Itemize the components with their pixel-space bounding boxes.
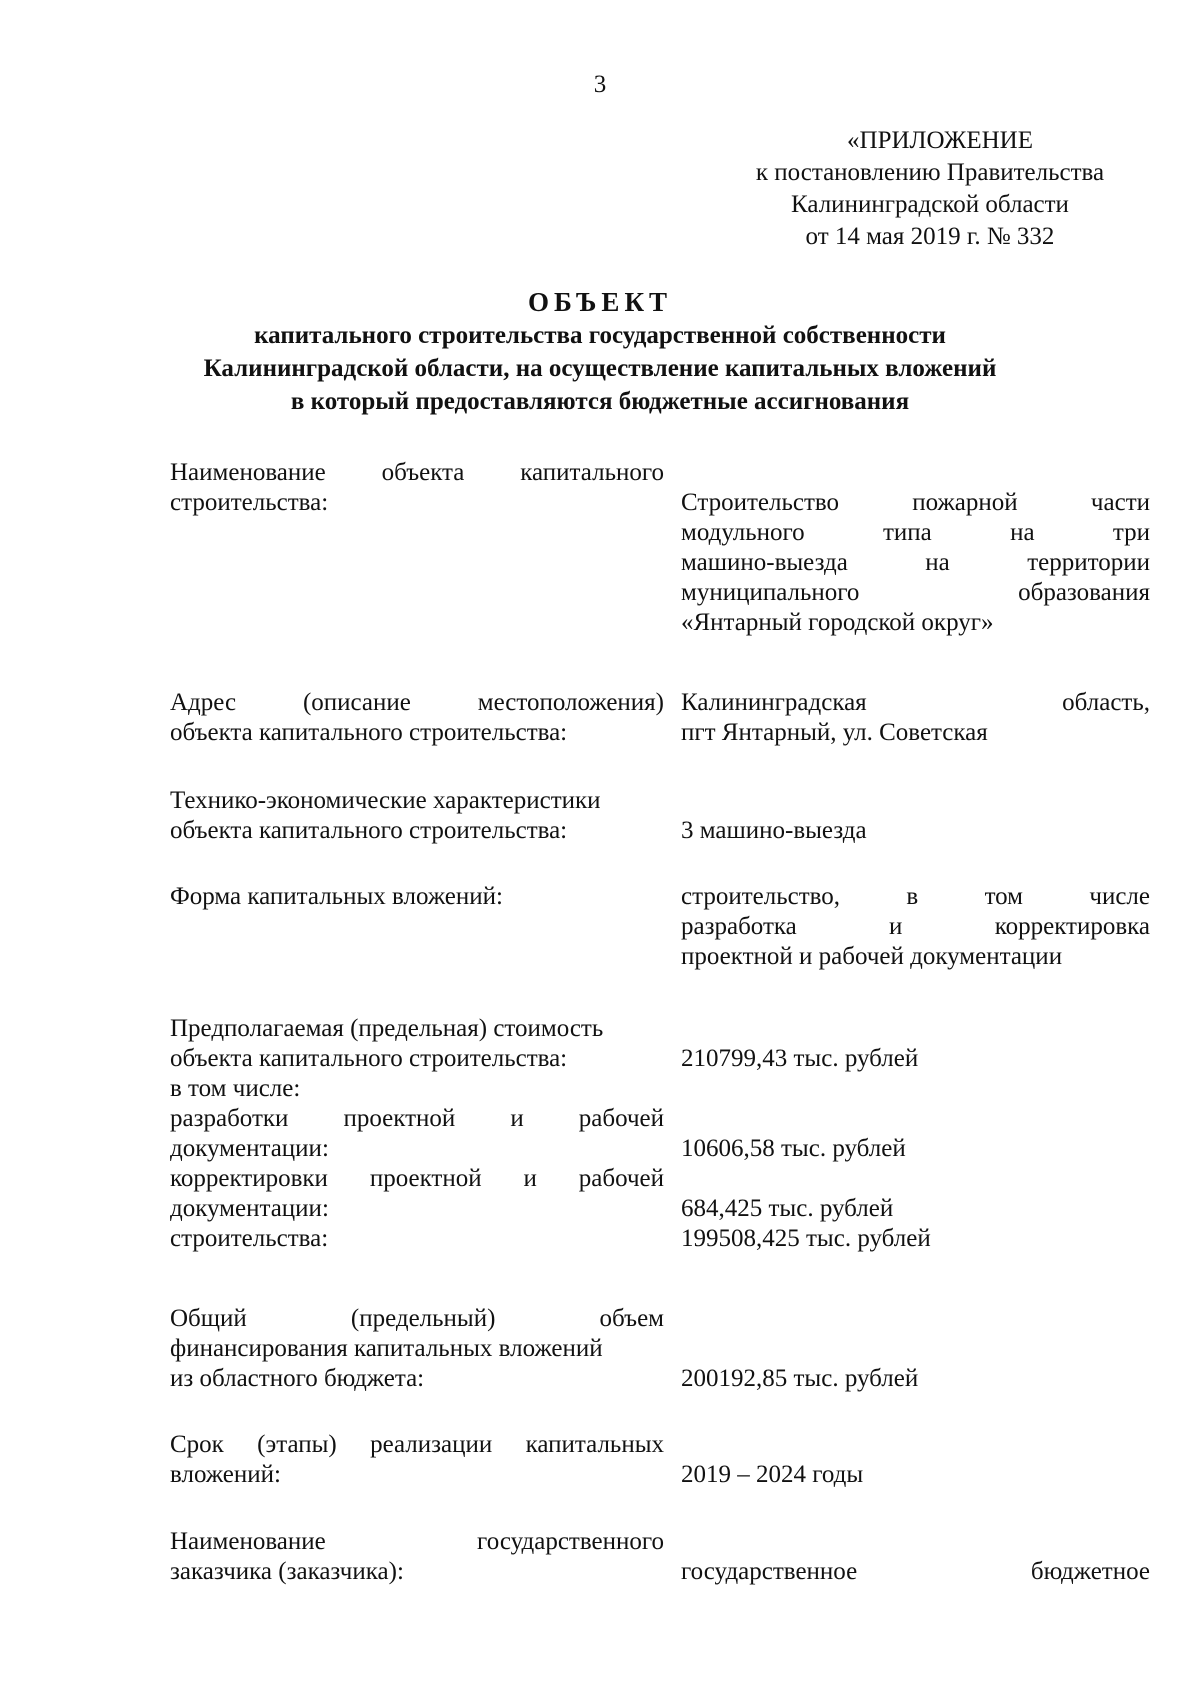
title-line: капитального строительства государственной собственности bbox=[254, 322, 946, 349]
title-line: в который предоставляются бюджетные ассигнования bbox=[290, 388, 910, 415]
cost-design: 10606,58 тыс. рублей bbox=[681, 1135, 906, 1162]
field-label: Наименование объекта капитального строительства: bbox=[170, 459, 664, 516]
cost-total: 210799,43 тыс. рублей bbox=[681, 1045, 919, 1072]
title-line: Калининградской области, на осуществление капитальных вложений bbox=[203, 355, 997, 382]
field-label: Общий (предельный) объем финансирования капитальных вложений из областного бюджета: bbox=[170, 1305, 664, 1392]
appendix-block bbox=[700, 125, 1160, 253]
field-label: Срок (этапы) реализации капитальных вложений: bbox=[170, 1431, 664, 1488]
field-label: Предполагаемая (предельная) стоимость объекта капитального строительства: в том числе: разработки проектной и рабочей документации: корректировки проектной и рабочей документации: строительства: bbox=[170, 1015, 664, 1252]
appendix-line: от 14 мая 2019 г. № 332 bbox=[805, 223, 1055, 250]
cost-correction: 684,425 тыс. рублей bbox=[681, 1195, 894, 1222]
field-label: Форма капитальных вложений: bbox=[170, 883, 503, 910]
page-number: 3 bbox=[593, 71, 607, 98]
field-value: Калининградская область, пгт Янтарный, ул. Советская bbox=[681, 689, 1150, 746]
appendix-line: к постановлению Правительства bbox=[755, 159, 1105, 186]
appendix-line: «ПРИЛОЖЕНИЕ bbox=[847, 127, 1033, 154]
field-value: 3 машино-выезда bbox=[681, 817, 867, 844]
title-main: ОБЪЕКТ bbox=[527, 287, 673, 317]
field-value: Строительство пожарной части модульного типа на три машино-выезда на территории муниципального образования «Янтарный городской округ» bbox=[681, 489, 1150, 636]
field-label: Технико-экономические характеристики объекта капитального строительства: bbox=[170, 787, 601, 844]
field-label: Адрес (описание местоположения) объекта капитального строительства: bbox=[170, 689, 664, 746]
field-value: 2019 – 2024 годы bbox=[681, 1461, 864, 1488]
field-label: Наименование государственного заказчика (заказчика): bbox=[170, 1528, 664, 1585]
field-value: государственное бюджетное bbox=[681, 1558, 1150, 1585]
appendix-line: Калининградской области bbox=[791, 191, 1069, 218]
cost-construction: 199508,425 тыс. рублей bbox=[681, 1225, 931, 1252]
document-title bbox=[0, 286, 1200, 418]
field-value: 200192,85 тыс. рублей bbox=[681, 1365, 919, 1392]
field-value: строительство, в том числе разработка и корректировка проектной и рабочей документации bbox=[681, 883, 1150, 970]
